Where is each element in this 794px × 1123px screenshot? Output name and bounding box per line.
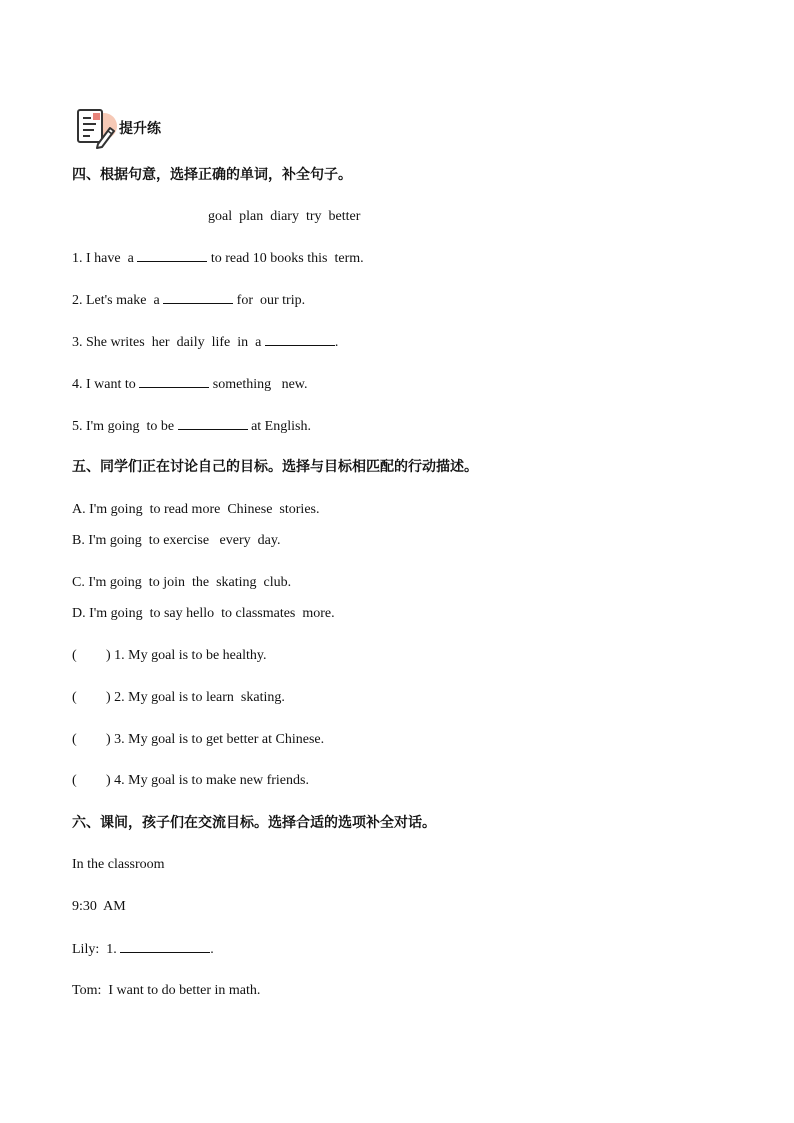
answer-blank[interactable] bbox=[178, 417, 248, 430]
sentence-text: to read 10 books this term. bbox=[207, 251, 364, 266]
option-d: D. I'm going to say hello to classmates more. bbox=[72, 606, 335, 621]
part6-heading: 六、课间，孩子们在交流目标。选择合适的选项补全对话。 bbox=[72, 815, 436, 831]
answer-bracket[interactable]: ( bbox=[72, 732, 77, 747]
sentence-text: 3. She writes her daily life in a bbox=[72, 335, 265, 350]
dialogue-setting: In the classroom bbox=[72, 857, 165, 872]
option-c: C. I'm going to join the skating club. bbox=[72, 575, 292, 590]
match-question-3 bbox=[72, 731, 324, 749]
match-question-2 bbox=[72, 689, 285, 707]
fill-sentence-1 bbox=[72, 249, 364, 268]
answer-blank[interactable] bbox=[265, 333, 335, 346]
sentence-text: . bbox=[334, 335, 339, 350]
dialogue-line-lily bbox=[72, 940, 214, 959]
option-b: B. I'm going to exercise every day. bbox=[72, 533, 281, 548]
bracket-close: ) bbox=[106, 648, 111, 663]
part4-heading: 四、根据句意，选择正确的单词，补全句子。 bbox=[72, 167, 352, 183]
word-bank: goal plan diary try better bbox=[208, 209, 361, 224]
sentence-text: 1. I have a bbox=[72, 251, 138, 266]
answer-blank[interactable] bbox=[120, 940, 210, 953]
fill-sentence-4 bbox=[72, 375, 308, 394]
sentence-text: for our trip. bbox=[233, 293, 306, 308]
bracket-close: ) bbox=[106, 773, 111, 788]
sentence-text: something new. bbox=[209, 377, 308, 392]
section-title: 提升练 bbox=[119, 121, 161, 137]
fill-sentence-2 bbox=[72, 291, 305, 310]
sentence-text: 5. I'm going to be bbox=[72, 419, 178, 434]
sentence-text: 2. Let's make a bbox=[72, 293, 164, 308]
answer-bracket[interactable]: ( bbox=[72, 648, 77, 663]
match-question-4 bbox=[72, 772, 309, 790]
fill-sentence-5 bbox=[72, 417, 311, 436]
dialogue-time: 9:30 AM bbox=[72, 899, 126, 914]
dialogue-line-tom: Tom: I want to do better in math. bbox=[72, 983, 261, 998]
fill-sentence-3 bbox=[72, 333, 338, 352]
answer-bracket[interactable]: ( bbox=[72, 690, 77, 705]
answer-blank[interactable] bbox=[163, 291, 233, 304]
worksheet-pencil-icon bbox=[74, 104, 118, 150]
question-text: 2. My goal is to learn skating. bbox=[114, 690, 285, 705]
option-a: A. I'm going to read more Chinese stories. bbox=[72, 502, 320, 517]
answer-bracket[interactable]: ( bbox=[72, 773, 77, 788]
question-text: 4. My goal is to make new friends. bbox=[114, 773, 309, 788]
question-text: 1. My goal is to be healthy. bbox=[114, 648, 267, 663]
bracket-close: ) bbox=[106, 690, 111, 705]
dialogue-text: . bbox=[210, 942, 214, 957]
question-text: 3. My goal is to get better at Chinese. bbox=[114, 732, 325, 747]
sentence-text: 4. I want to bbox=[72, 377, 140, 392]
match-question-1 bbox=[72, 647, 266, 665]
dialogue-text: Lily: 1. bbox=[72, 942, 121, 957]
bracket-close: ) bbox=[106, 732, 111, 747]
sentence-text: at English. bbox=[247, 419, 311, 434]
part5-heading: 五、同学们正在讨论自己的目标。选择与目标相匹配的行动描述。 bbox=[72, 459, 478, 475]
answer-blank[interactable] bbox=[137, 249, 207, 262]
answer-blank[interactable] bbox=[139, 375, 209, 388]
